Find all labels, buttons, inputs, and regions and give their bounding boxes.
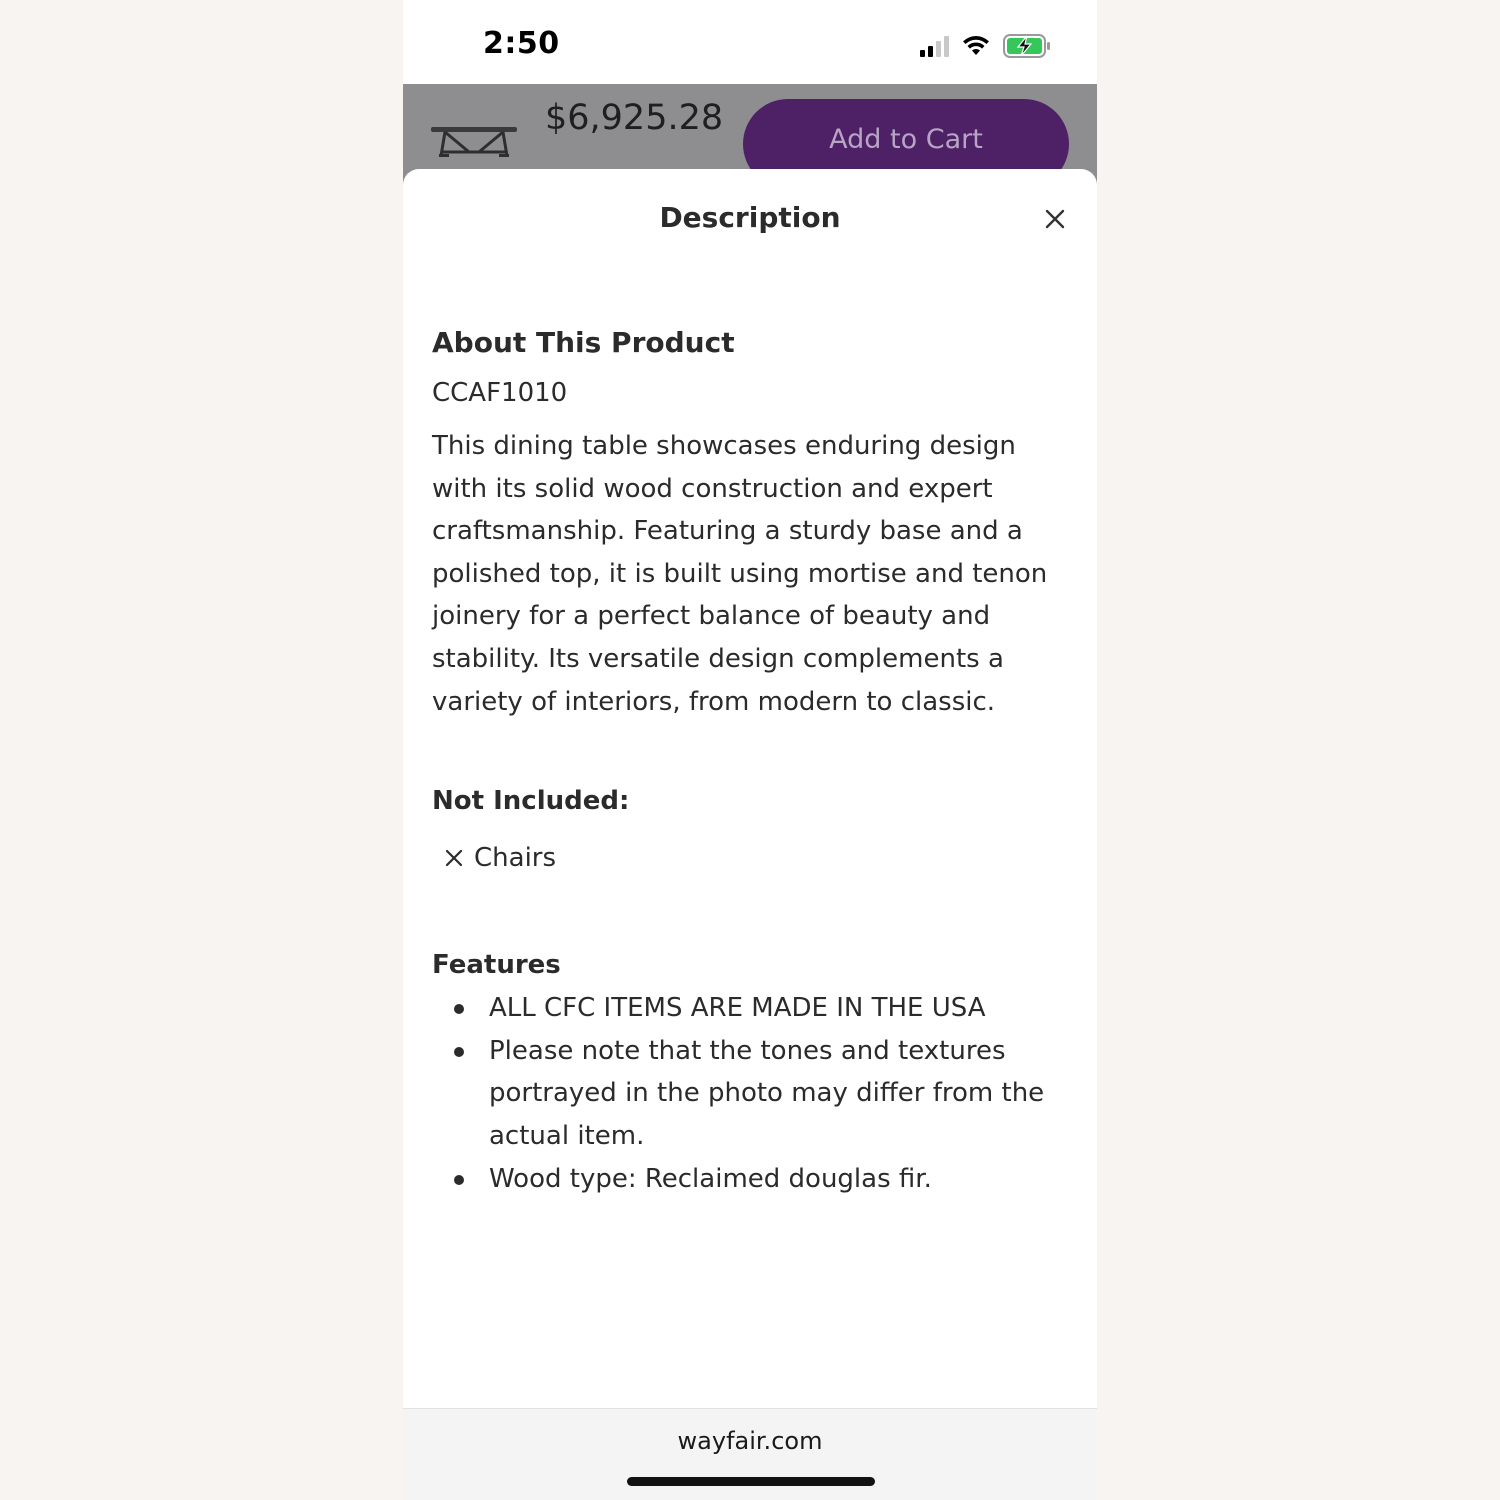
battery-charging-icon	[1003, 34, 1051, 58]
browser-address-bar[interactable]	[403, 1408, 1097, 1500]
x-mark-icon	[444, 848, 464, 868]
features-heading: Features	[432, 950, 561, 981]
bullet-icon	[454, 1175, 464, 1185]
not-included-item-label: Chairs	[474, 843, 557, 874]
not-included-section	[432, 779, 1052, 879]
about-heading: About This Product	[432, 326, 735, 359]
signal-icon	[920, 35, 949, 57]
feature-item	[432, 1158, 1052, 1201]
product-description: This dining table showcases enduring design with its solid wood construction and expert craftsmanship. Featuring a sturdy base and a polished top, it is built using mortise and tenon joinery for a perfect balance of beauty and stability. Its versatile design complements a variety of interiors, from modern to classic.	[432, 431, 1048, 717]
bullet-icon	[454, 1004, 464, 1014]
description-content	[432, 319, 1052, 1200]
product-thumbnail[interactable]	[429, 124, 519, 160]
status-icons	[920, 32, 1051, 60]
feature-item	[432, 987, 1052, 1030]
status-bar	[403, 0, 1097, 84]
not-included-heading: Not Included:	[432, 786, 630, 817]
feature-item	[432, 1030, 1052, 1158]
home-indicator[interactable]	[627, 1477, 875, 1486]
features-list	[432, 987, 1052, 1200]
sheet-title: Description	[659, 201, 841, 234]
bullet-icon	[454, 1047, 464, 1057]
feature-text: Please note that the tones and textures portrayed in the photo may differ from the actual item.	[489, 1035, 1045, 1151]
status-time: 2:50	[483, 26, 560, 61]
description-sheet	[403, 169, 1097, 1409]
browser-url[interactable]: wayfair.com	[677, 1427, 823, 1455]
product-price: $6,925.28	[545, 98, 724, 138]
phone-screen	[403, 0, 1097, 1500]
features-section	[432, 943, 1052, 1200]
close-icon[interactable]	[1039, 203, 1071, 235]
feature-text: Wood type: Reclaimed douglas fir.	[489, 1163, 932, 1194]
feature-text: ALL CFC ITEMS ARE MADE IN THE USA	[489, 993, 986, 1024]
wifi-icon	[961, 35, 991, 57]
product-sku: CCAF1010	[432, 378, 568, 408]
add-to-cart-button[interactable]: Add to Cart	[743, 99, 1069, 189]
not-included-item	[432, 837, 1052, 879]
